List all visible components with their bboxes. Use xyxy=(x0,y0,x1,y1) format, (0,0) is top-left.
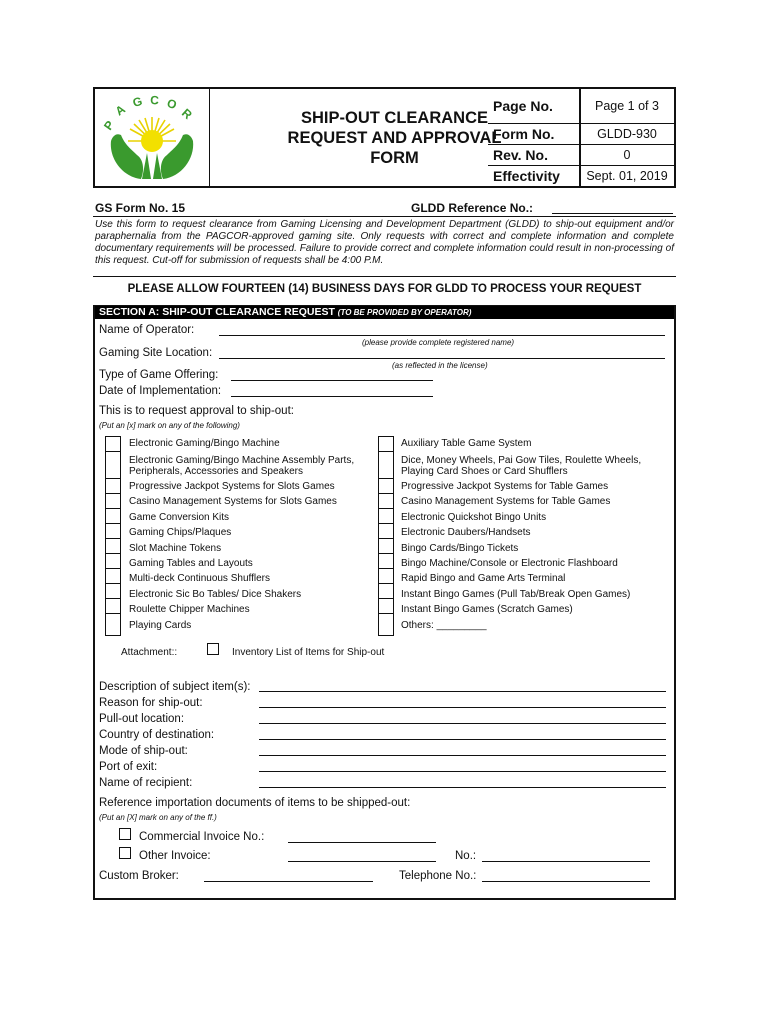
list-item: Roulette Chipper Machines xyxy=(129,604,250,615)
checkbox-others[interactable] xyxy=(379,614,393,630)
implementation-date-label: Date of Implementation: xyxy=(99,385,222,397)
checkbox-game-conversion-kits[interactable] xyxy=(106,509,120,524)
checkbox-roulette-chipper[interactable] xyxy=(106,599,120,614)
commercial-invoice-label: Commercial Invoice No.: xyxy=(139,831,265,843)
gldd-reference-label: GLDD Reference No.: xyxy=(411,201,534,215)
checkbox-gaming-chips[interactable] xyxy=(106,524,120,539)
left-checkbox-column xyxy=(105,436,121,636)
right-checkbox-column xyxy=(378,436,394,636)
list-item: Instant Bingo Games (Scratch Games) xyxy=(401,604,573,615)
telephone-label: Telephone No.: xyxy=(399,870,477,882)
checkbox-bingo-console[interactable] xyxy=(379,554,393,569)
list-item: Electronic Quickshot Bingo Units xyxy=(401,512,547,523)
description-field[interactable] xyxy=(259,691,666,692)
list-item: Slot Machine Tokens xyxy=(129,543,222,554)
meta-key: Rev. No. xyxy=(488,144,580,165)
checkbox-slot-tokens[interactable] xyxy=(106,539,120,554)
implementation-date-field[interactable] xyxy=(231,396,433,397)
description-label: Description of subject item(s): xyxy=(99,681,251,693)
title-line-2: REQUEST AND APPROVAL xyxy=(287,128,502,147)
checkbox-commercial-invoice[interactable] xyxy=(119,828,131,840)
list-item: Electronic Gaming/Bingo Machine Assembly Parts, xyxy=(129,455,355,466)
list-item: Others: _________ xyxy=(401,620,487,631)
list-item: Multi-deck Continuous Shufflers xyxy=(129,573,270,584)
request-hint: (Put an [x] mark on any of the following) xyxy=(99,421,240,430)
meta-value: 0 xyxy=(623,147,631,162)
divider xyxy=(93,276,676,277)
checkbox-progressive-jackpot-table[interactable] xyxy=(379,479,393,494)
list-item: Peripherals, Accessories and Speakers xyxy=(129,466,303,477)
port-of-exit-field[interactable] xyxy=(259,771,666,772)
checkbox-auxiliary-table[interactable] xyxy=(379,437,393,452)
checkbox-instant-pull-tab[interactable] xyxy=(379,584,393,599)
operator-hint: (please provide complete registered name) xyxy=(362,338,515,347)
game-offering-field[interactable] xyxy=(231,380,433,381)
list-item: Electronic Gaming/Bingo Machine xyxy=(129,438,280,449)
shipout-mode-label: Mode of ship-out: xyxy=(99,745,188,757)
list-item: Electronic Daubers/Handsets xyxy=(401,527,531,538)
operator-field[interactable] xyxy=(219,335,665,336)
svg-text:G: G xyxy=(131,93,144,110)
list-item: Gaming Chips/Plaques xyxy=(129,527,232,538)
checkbox-shufflers[interactable] xyxy=(106,569,120,584)
game-offering-label: Type of Game Offering: xyxy=(99,369,219,381)
svg-text:P: P xyxy=(100,118,118,133)
svg-text:A: A xyxy=(112,102,128,119)
reason-label: Reason for ship-out: xyxy=(99,697,203,709)
pagcor-logo xyxy=(95,89,209,186)
checkbox-assembly-parts[interactable] xyxy=(106,452,120,479)
list-item: Bingo Machine/Console or Electronic Flashboard xyxy=(401,558,618,569)
list-item: Electronic Sic Bo Tables/ Dice Shakers xyxy=(129,589,302,600)
checkbox-casino-management-table[interactable] xyxy=(379,494,393,509)
port-of-exit-label: Port of exit: xyxy=(99,761,158,773)
operator-label: Name of Operator: xyxy=(99,324,195,336)
checkbox-dice-wheels[interactable] xyxy=(379,452,393,479)
list-item: Game Conversion Kits xyxy=(129,512,230,523)
commercial-invoice-field[interactable] xyxy=(288,842,436,843)
form-header xyxy=(93,87,676,188)
destination-country-label: Country of destination: xyxy=(99,729,215,741)
list-item: Playing Card Shoes or Card Shufflers xyxy=(401,466,568,477)
recipient-field[interactable] xyxy=(259,787,666,788)
meta-value: Sept. 01, 2019 xyxy=(586,168,668,183)
checkbox-daubers[interactable] xyxy=(379,524,393,539)
attachment-item: Inventory List of Items for Ship-out xyxy=(232,647,385,658)
logo-cell xyxy=(95,89,210,186)
svg-text:O: O xyxy=(164,95,179,113)
list-item: Progressive Jackpot Systems for Slots Games xyxy=(129,481,335,492)
checkbox-progressive-jackpot-slots[interactable] xyxy=(106,479,120,494)
checkbox-playing-cards[interactable] xyxy=(106,614,120,630)
custom-broker-label: Custom Broker: xyxy=(99,870,179,882)
other-invoice-no-field[interactable] xyxy=(482,861,650,862)
telephone-field[interactable] xyxy=(482,881,650,882)
checkbox-instant-scratch[interactable] xyxy=(379,599,393,614)
processing-notice: PLEASE ALLOW FOURTEEN (14) BUSINESS DAYS FOR GLDD TO PROCESS YOUR REQUEST xyxy=(127,283,642,295)
checkbox-electronic-gaming[interactable] xyxy=(106,437,120,452)
checkbox-sic-bo[interactable] xyxy=(106,584,120,599)
other-invoice-label: Other Invoice: xyxy=(139,850,211,862)
checkbox-casino-management-slots[interactable] xyxy=(106,494,120,509)
checkbox-bingo-cards[interactable] xyxy=(379,539,393,554)
list-item: Rapid Bingo and Game Arts Terminal xyxy=(401,573,566,584)
meta-value: Page 1 of 3 xyxy=(595,99,659,113)
pullout-location-label: Pull-out location: xyxy=(99,713,185,725)
divider xyxy=(93,216,676,217)
list-item: Auxiliary Table Game System xyxy=(401,438,532,449)
meta-page-no xyxy=(488,89,674,124)
meta-key: Page No. xyxy=(488,89,580,123)
gldd-reference-field[interactable] xyxy=(552,213,673,214)
list-item: Instant Bingo Games (Pull Tab/Break Open Games) xyxy=(401,589,631,600)
destination-country-field[interactable] xyxy=(259,739,666,740)
list-item: Gaming Tables and Layouts xyxy=(129,558,253,569)
svg-text:C: C xyxy=(149,93,160,108)
site-location-label: Gaming Site Location: xyxy=(99,347,213,359)
pullout-location-field[interactable] xyxy=(259,723,666,724)
checkbox-other-invoice[interactable] xyxy=(119,847,131,859)
meta-rev-no xyxy=(488,144,674,166)
checkbox-rapid-bingo[interactable] xyxy=(379,569,393,584)
meta-key: Effectivity xyxy=(488,165,580,186)
custom-broker-field[interactable] xyxy=(204,881,373,882)
checkbox-quickshot-bingo[interactable] xyxy=(379,509,393,524)
section-a-header xyxy=(95,306,674,319)
reference-docs-label: Reference importation documents of items to be shipped-out: xyxy=(99,797,411,809)
title-line-1: SHIP-OUT CLEARANCE xyxy=(300,108,488,127)
shipout-mode-field[interactable] xyxy=(259,755,666,756)
meta-key: Form No. xyxy=(488,123,580,144)
recipient-label: Name of recipient: xyxy=(99,777,193,789)
request-label: This is to request approval to ship-out: xyxy=(99,405,294,417)
intro-text: Use this form to request clearance from Gaming Licensing and Development Department (GLDD) to ship-out equipment and/or paraphernalia from the PAGCOR-approved gaming site. Only requests with correct and complete information and complete documentary requirements will be processed. Failure to provide correct and complete information could result in non-processing of this request. Cut-off for submission of requests shall be 4:00 P.M. xyxy=(95,219,674,266)
list-item: Casino Management Systems for Table Games xyxy=(401,496,611,507)
attachment-label: Attachment:: xyxy=(121,647,178,658)
list-item: Dice, Money Wheels, Pai Gow Tiles, Roulette Wheels, xyxy=(401,455,642,466)
title-line-3: FORM xyxy=(370,148,419,167)
other-invoice-field[interactable] xyxy=(288,861,436,862)
list-item: Playing Cards xyxy=(129,620,192,631)
list-item: Bingo Cards/Bingo Tickets xyxy=(401,543,519,554)
checkbox-inventory-list[interactable] xyxy=(207,643,219,655)
section-a-subtitle: (TO BE PROVIDED BY OPERATOR) xyxy=(337,308,472,317)
checkbox-gaming-tables[interactable] xyxy=(106,554,120,569)
list-item: Casino Management Systems for Slots Games xyxy=(129,496,337,507)
svg-text:R: R xyxy=(178,105,195,123)
site-location-field[interactable] xyxy=(219,358,665,359)
site-location-hint: (as reflected in the license) xyxy=(392,361,488,370)
reference-docs-hint: (Put an [X] mark on any of the ff.) xyxy=(99,813,217,822)
list-item: Progressive Jackpot Systems for Table Games xyxy=(401,481,609,492)
gs-form-number: GS Form No. 15 xyxy=(95,201,186,215)
section-a-title: SECTION A: SHIP-OUT CLEARANCE REQUEST xyxy=(99,306,335,318)
meta-value: GLDD-930 xyxy=(597,126,657,141)
meta-form-no xyxy=(488,123,674,145)
other-invoice-no-label: No.: xyxy=(455,850,477,862)
meta-effectivity xyxy=(488,165,674,186)
reason-field[interactable] xyxy=(259,707,666,708)
